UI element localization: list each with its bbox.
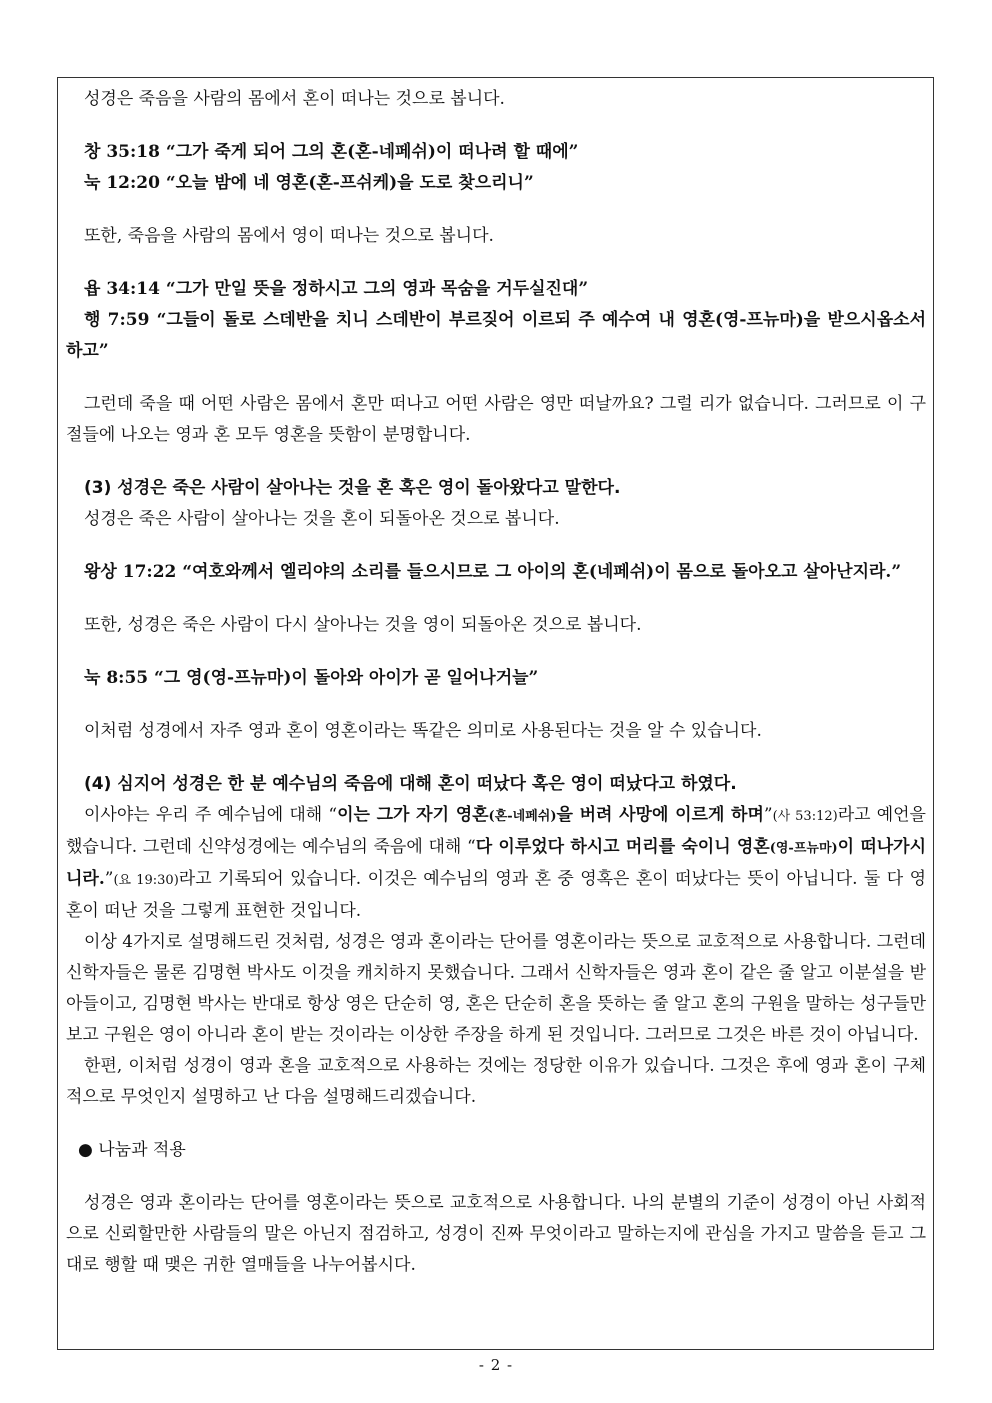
paragraph: 성경은 영과 혼이라는 단어를 영혼이라는 뜻으로 교호적으로 사용합니다. 나의 분별의 기준이 성경이 아닌 사회적으로 신뢰할만한 사람들의 말은 아닌지 점검하고, 성경이 진짜 무엇이라고 말하는지에 관심을 가지고 말씀을 듣고 그대로 행할 때 맺은 귀한 열매들을 나누어봅시다. [66, 1193, 926, 1275]
scripture-verse: 왕상 17:22 “여호와께서 엘리야의 소리를 들으시므로 그 아이의 혼(네페쉬)이 몸으로 돌아오고 살아난지라.” [84, 562, 902, 582]
bullet-icon: ● [78, 1140, 93, 1160]
document-body [66, 84, 926, 1281]
paragraph: 성경은 죽음을 사람의 몸에서 혼이 떠나는 것으로 봅니다. [84, 89, 505, 109]
page-number: - 2 - [478, 1356, 514, 1374]
scripture-verse: 행 7:59 “그들이 돌로 스데반을 치니 스데반이 부르짖어 이르되 주 예수여 내 영혼(영-프뉴마)을 받으시옵소서 하고” [66, 310, 926, 361]
section-heading: (3) 성경은 죽은 사람이 살아나는 것을 혼 혹은 영이 돌아왔다고 말한다. [84, 478, 621, 498]
scripture-verse: 눅 12:20 “오늘 밤에 네 영혼(혼-프쉬케)을 도로 찾으리니” [84, 173, 534, 193]
paragraph: 이처럼 성경에서 자주 영과 혼이 영혼이라는 똑같은 의미로 사용된다는 것을 알 수 있습니다. [84, 721, 762, 741]
scripture-verse: 눅 8:55 “그 영(영-프뉴마)이 돌아와 아이가 곧 일어나거늘” [84, 668, 539, 688]
paragraph: 성경은 죽은 사람이 살아나는 것을 혼이 되돌아온 것으로 봅니다. [84, 509, 560, 529]
scripture-verse: 욥 34:14 “그가 만일 뜻을 정하시고 그의 영과 목숨을 거두실진대” [84, 279, 589, 299]
paragraph-isaiah: 이사야는 우리 주 예수님에 대해 “이는 그가 자기 영혼(혼-네페쉬)을 버려 사망에 이르게 하며”(사 53:12)라고 예언을 했습니다. 그런데 신약성경에는 예수님의 죽음에 대해 “다 이루었다 하시고 머리를 숙이니 영혼(영-프뉴마)이 떠나가시니라.”(요 19:30)라고 기록되어 있습니다. 이것은 예수님의 영과 혼 중 영혹은 혼이 떠났다는 뜻이 아닙니다. 둘 다 영혼이 떠난 것을 그렇게 표현한 것입니다. [66, 805, 927, 921]
paragraph: 또한, 성경은 죽은 사람이 다시 살아나는 것을 영이 되돌아온 것으로 봅니다. [84, 615, 642, 635]
scripture-verse: 창 35:18 “그가 죽게 되어 그의 혼(혼-네페쉬)이 떠나려 할 때에” [84, 142, 579, 162]
paragraph: 그런데 죽을 때 어떤 사람은 몸에서 혼만 떠나고 어떤 사람은 영만 떠날까요? 그럴 리가 없습니다. 그러므로 이 구절들에 나오는 영과 혼 모두 영혼을 뜻함이 분명합니다. [66, 394, 926, 445]
section-heading: (4) 심지어 성경은 한 분 예수님의 죽음에 대해 혼이 떠났다 혹은 영이 떠났다고 하였다. [84, 774, 737, 794]
section-title: ● 나눔과 적용 [78, 1140, 186, 1160]
paragraph: 이상 4가지로 설명해드린 것처럼, 성경은 영과 혼이라는 단어를 영혼이라는 뜻으로 교호적으로 사용합니다. 그런데 신학자들은 물론 김명현 박사도 이것을 캐치하지 못했습니다. 그래서 신학자들은 영과 혼이 같은 줄 알고 이분설을 받아들이고, 김명현 박사는 반대로 항상 영은 단순히 영, 혼은 단순히 혼을 뜻하는 줄 알고 혼의 구원을 말하는 성구들만 보고 구원은 영이 아니라 혼이 받는 것이라는 이상한 주장을 하게 된 것입니다. 그러므로 그것은 바른 것이 아닙니다. [66, 932, 926, 1045]
paragraph: 또한, 죽음을 사람의 몸에서 영이 떠나는 것으로 봅니다. [84, 226, 494, 246]
paragraph: 한편, 이처럼 성경이 영과 혼을 교호적으로 사용하는 것에는 정당한 이유가 있습니다. 그것은 후에 영과 혼이 구체적으로 무엇인지 설명하고 난 다음 설명해드리겠습니다. [66, 1056, 926, 1107]
